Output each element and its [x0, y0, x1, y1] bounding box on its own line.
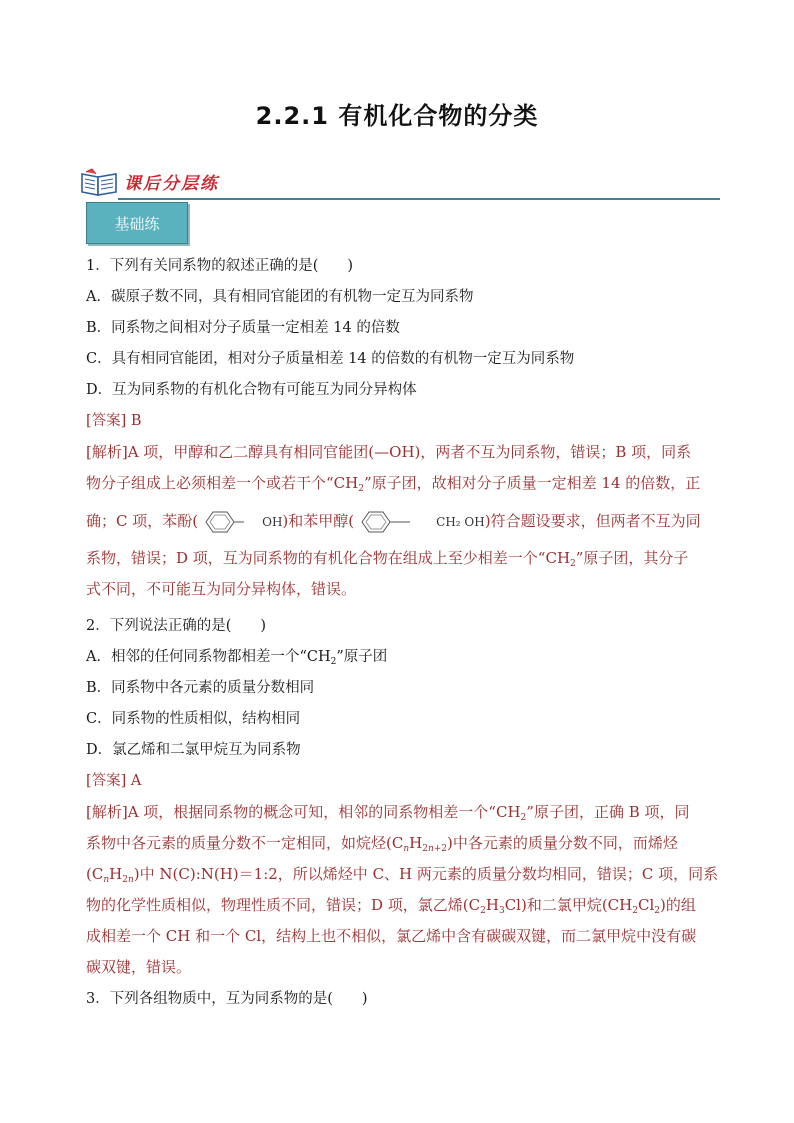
q2-option-c: C．同系物的性质相似，结构相同 — [86, 711, 301, 727]
benzene-ring-icon — [198, 509, 262, 535]
q1-option-b: B．同系物之间相对分子质量一定相差 14 的倍数 — [86, 320, 400, 336]
q2-answer: [答案] A — [86, 773, 142, 789]
q1-stem: 1．下列有关同系物的叙述正确的是( ) — [86, 258, 354, 274]
q2-option-a: A．相邻的任何同系物都相差一个“$CH_2$”原子团 — [86, 649, 388, 667]
q3-stem: 3．下列各组物质中，互为同系物的是( ) — [86, 991, 368, 1007]
q2-explanation — [86, 797, 722, 983]
section-label: 课后分层练 — [124, 174, 219, 194]
q1-option-c: C．具有相同官能团，相对分子质量相差 14 的倍数的有机物一定互为同系物 — [86, 351, 575, 367]
q1-option-a: A．碳原子数不同，具有相同官能团的有机物一定互为同系物 — [86, 289, 474, 305]
q2-ex-line: 成相差一个 CH 和一个 Cl，结构上也不相似，氯乙烯中含有碳碳双键，而二氯甲烷中没有碳 — [86, 927, 697, 945]
hydroxyl-label: OH — [262, 515, 283, 529]
q2-ex-line: $(C_nH_{2n})$中 N(C):N(H)＝1:2，所以烯烃中 C、H 两元素的质量分数均相同，错误；C 项，同系 — [86, 865, 719, 885]
q1-ex-line: [解析]A 项，甲醇和乙二醇具有相同官能团(—OH)，两者不互为同系物，错误；B 项，同系 — [86, 443, 692, 461]
ch2oh-label: CH₂ OH — [436, 515, 485, 529]
q2-ex-line: 系物中各元素的质量分数不一定相同，如烷烃$(C_nH_{2n+2})$中各元素的质量分数不同，而烯烃 — [86, 834, 678, 854]
q2-option-b: B．同系物中各元素的质量分数相同 — [86, 680, 315, 696]
section-divider — [118, 198, 720, 200]
benzene-ring-icon — [354, 509, 436, 535]
q1-ex-line: 物分子组成上必须相差一个或若干个“$CH_2$”原子团，故相对分子质量一定相差 14 的倍数，正 — [86, 474, 701, 494]
q1-ex-line: 确；C 项，苯酚( OH)和苯甲醇( CH₂ OH)符合题设要求，但两者不互为同 — [86, 499, 722, 543]
q2-ex-line: 碳双键，错误。 — [86, 958, 192, 976]
level-tab: 基础练 — [86, 202, 188, 244]
q1-option-d: D．互为同系物的有机化合物有可能互为同分异构体 — [86, 382, 417, 398]
page-title: 2.2.1 有机化合物的分类 — [255, 102, 539, 130]
q2-ex-line: [解析]A 项，根据同系物的概念可知，相邻的同系物相差一个“$CH_2$”原子团，正确 B 项，同 — [86, 803, 690, 823]
book-icon — [78, 168, 120, 198]
q2-ex-line: 物的化学性质相似，物理性质不同，错误；D 项，氯乙烯$(C_2H_3Cl)$和二氯甲烷$(CH_2Cl_2)$的组 — [86, 896, 696, 916]
q1-explanation — [86, 437, 722, 605]
q2-stem: 2．下列说法正确的是( ) — [86, 618, 267, 634]
q1-answer: [答案] B — [86, 413, 142, 429]
section-banner — [78, 166, 720, 200]
q1-ex-line: 系物，错误；D 项，互为同系物的有机化合物在组成上至少相差一个“$CH_2$”原子团，其分子 — [86, 549, 689, 569]
q1-ex-line: 式不同，不可能互为同分异构体，错误。 — [86, 580, 357, 598]
q2-option-d: D．氯乙烯和二氯甲烷互为同系物 — [86, 742, 301, 758]
